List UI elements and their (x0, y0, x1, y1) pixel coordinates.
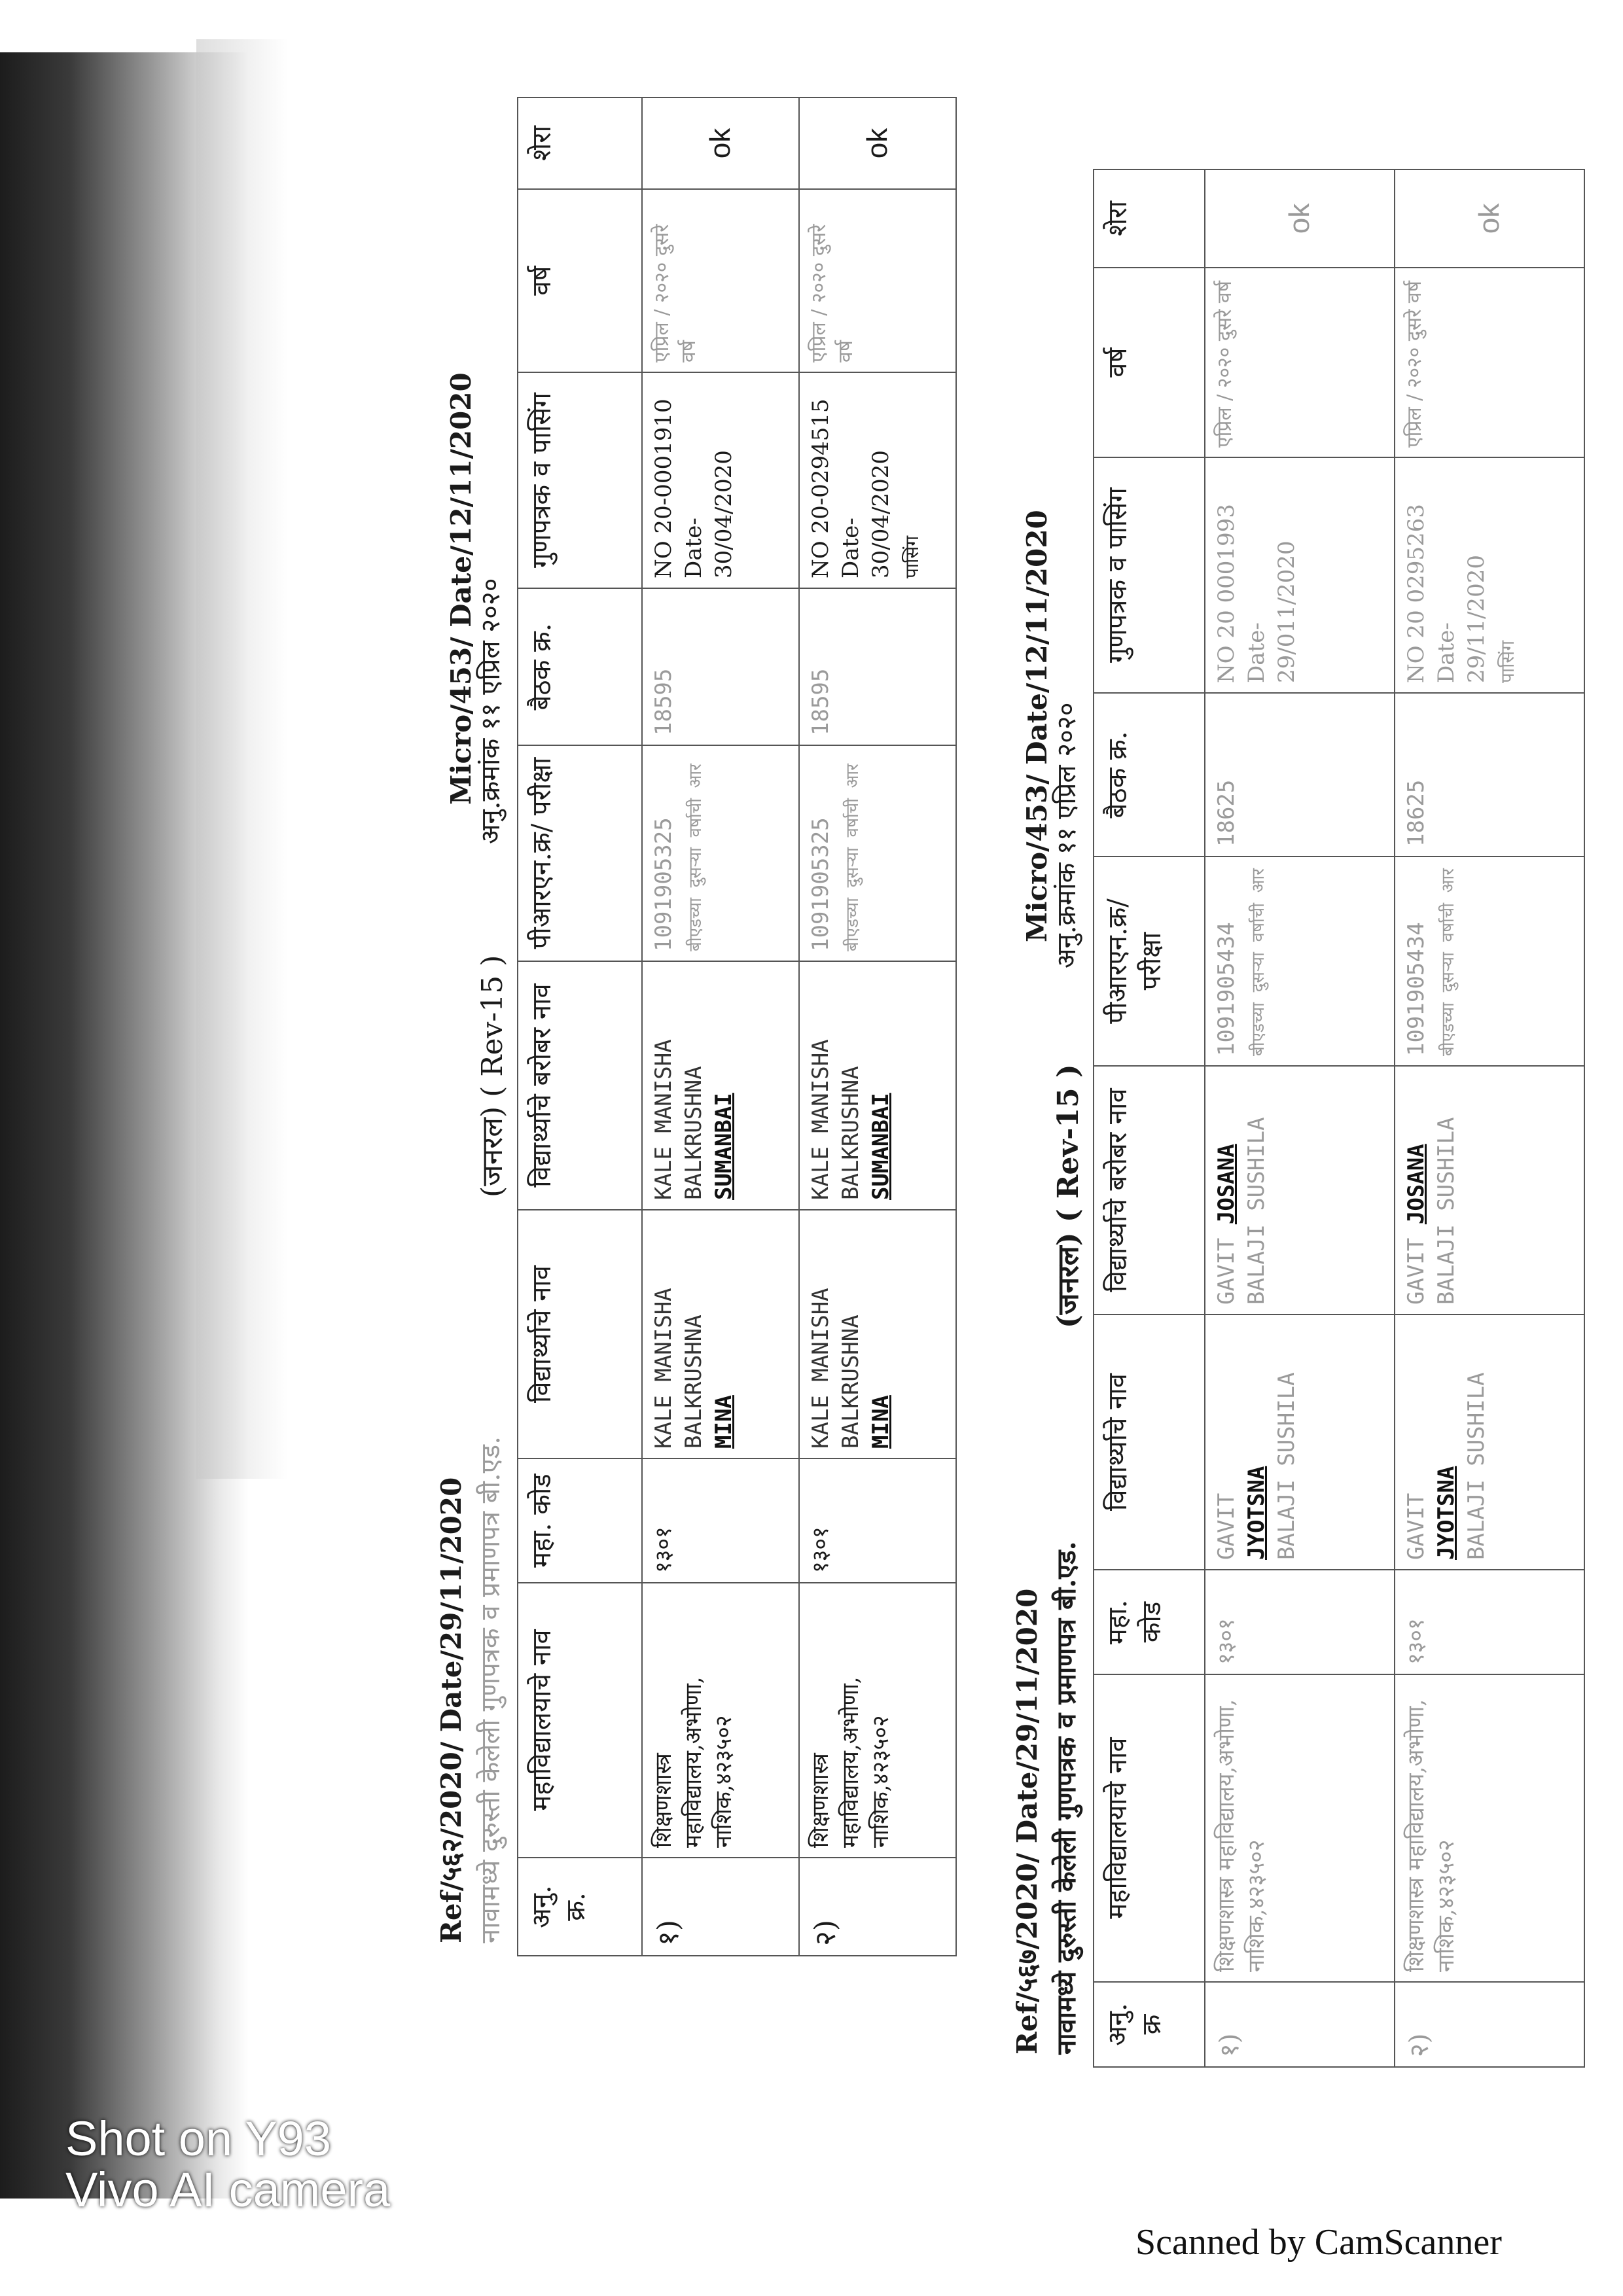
marksheet-date: 30/04/2020 (710, 450, 737, 578)
doc2-ref: Ref/५६७/2020/ Date/29/11/2020 (1011, 1588, 1043, 2055)
correct-name-rest: BALAJI SUSHILA (1433, 1117, 1459, 1305)
table-row (642, 97, 799, 1956)
remark-cell: ok (799, 97, 956, 189)
correct-name-first: GAVIT (1213, 1237, 1240, 1305)
year-cell: एप्रिल / २०२० दुसरे वर्ष (642, 189, 799, 372)
prn-number: 1091905434 (1403, 922, 1429, 1056)
doc2-table (1093, 169, 1585, 2068)
marksheet-cell (642, 372, 799, 588)
student-name-plain: KALE MANISHA BALKRUSHNA (651, 1288, 707, 1449)
prn-exam (799, 745, 956, 961)
row-number: २) (1395, 1982, 1584, 2067)
student-name-underlined: JYOTSNA (1433, 1466, 1459, 1560)
doc2-th-code: महा. कोड (1094, 1570, 1205, 1674)
college-code: १३०१ (642, 1458, 799, 1583)
passing-label: पासिंग (1496, 640, 1518, 683)
marksheet-cell (799, 372, 956, 588)
doc1-subtitle-left: नावामध्ये दुरुस्ती केलेली गुणपत्रक व प्रमाणपत्र बी.एड. (476, 1436, 506, 1943)
student-name-underlined: JYOTSNA (1243, 1466, 1270, 1560)
correct-name (1205, 1066, 1395, 1315)
correct-name (642, 961, 799, 1210)
doc1-th-year: वर्ष (518, 189, 642, 372)
marksheet-date: 30/04/2020 (867, 450, 894, 578)
year-cell: एप्रिल / २०२० दुसरे वर्ष (799, 189, 956, 372)
marksheet-cell (1395, 457, 1584, 693)
student-name-rest: BALAJI SUSHILA (1463, 1372, 1489, 1560)
prn-exam (1205, 857, 1395, 1066)
doc1-subtitle-mid: (जनरल) ( Rev-15 ) (476, 955, 509, 1197)
exam-name: बीएडच्या दुसऱ्या वर्षाची आर (1248, 868, 1268, 1056)
prn-exam (642, 745, 799, 961)
marksheet-number: NO 20-0294515 (808, 398, 834, 578)
doc2-th-remark: शेरा (1094, 169, 1205, 268)
correct-name-underlined: SUMANBAI (710, 1093, 737, 1200)
seat-number: 18625 (1395, 693, 1584, 857)
scan-shadow-soft (196, 39, 288, 1479)
date-label: Date- (680, 518, 707, 578)
prn-exam (1395, 857, 1584, 1066)
row-number: १) (642, 1858, 799, 1956)
student-name-plain: KALE MANISHA BALKRUSHNA (808, 1288, 864, 1449)
date-label: Date- (837, 518, 864, 578)
seat-number: 18625 (1205, 693, 1395, 857)
passing-label: पासिंग (901, 535, 923, 578)
remark-cell: ok (642, 97, 799, 189)
marksheet-cell (1205, 457, 1395, 693)
table-row (1205, 169, 1395, 2067)
doc1-th-seat: बैठक क्र. (518, 588, 642, 745)
doc2-header-row (1094, 169, 1205, 2067)
correct-name-plain: KALE MANISHA BALKRUSHNA (651, 1039, 707, 1200)
doc2-th-seat: बैठक क्र. (1094, 693, 1205, 857)
marksheet-number: NO 20-0001910 (651, 398, 677, 578)
document-2 (1008, 131, 1584, 2094)
prn-number: 1091905434 (1213, 922, 1240, 1056)
doc1-table (517, 97, 957, 1956)
table-row (1395, 169, 1584, 2067)
marksheet-date: 29/011/2020 (1273, 540, 1300, 683)
row-number: १) (1205, 1982, 1395, 2067)
student-name (642, 1210, 799, 1458)
correct-name (799, 961, 956, 1210)
correct-name-underlined: JOSANA (1213, 1144, 1240, 1225)
doc1-subtitle-right: अनु.क्रमांक ११ एप्रिल २०२० (476, 578, 506, 844)
college-code: १३०१ (1395, 1570, 1584, 1674)
doc1-micro: Micro/453/ Date/12/11/2020 (445, 372, 477, 805)
doc2-th-college: महाविद्यालयाचे नाव (1094, 1674, 1205, 1982)
doc1-th-prn: पीआरएन.क्र/ परीक्षा (518, 745, 642, 961)
marksheet-number: NO 20 0295263 (1403, 504, 1429, 683)
prn-number: 1091905325 (651, 817, 677, 951)
doc1-th-marksheet: गुणपत्रक व पासिंग (518, 372, 642, 588)
doc1-th-code: महा. कोड (518, 1458, 642, 1583)
year-cell: एप्रिल / २०२० दुसरे वर्ष (1395, 268, 1584, 457)
college-name: शिक्षणशास्त्र महाविद्यालय,अभोणा, नाशिक,४२३५०२ (642, 1583, 799, 1858)
correct-name-underlined: JOSANA (1403, 1144, 1429, 1225)
college-name: शिक्षणशास्त्र महाविद्यालय,अभोणा, नाशिक,४२३५०२ (799, 1583, 956, 1858)
year-cell: एप्रिल / २०२० दुसरे वर्ष (1205, 268, 1395, 457)
college-name: शिक्षणशास्त्र महाविद्यालय,अभोणा, नाशिक,४२३५०२ (1395, 1674, 1584, 1982)
doc2-th-prn: पीआरएन.क्र/ परीक्षा (1094, 857, 1205, 1066)
doc2-subtitle-right: अनु.क्रमांक ११ एप्रिल २०२० (1052, 702, 1082, 968)
college-name: शिक्षणशास्त्र महाविद्यालय,अभोणा, नाशिक,४२३५०२ (1205, 1674, 1395, 1982)
camera-watermark-line2: Vivo AI camera (65, 2162, 391, 2217)
college-code: १३०१ (1205, 1570, 1395, 1674)
prn-number: 1091905325 (808, 817, 834, 951)
document-1 (432, 72, 1021, 1969)
doc2-micro: Micro/453/ Date/12/11/2020 (1021, 510, 1053, 942)
doc1-th-no: अनु. क्र. (518, 1858, 642, 1956)
correct-name (1395, 1066, 1584, 1315)
doc1-header-row (518, 97, 642, 1956)
doc2-subtitle-mid: (जनरल) ( Rev-15 ) (1052, 1064, 1085, 1328)
remark-cell: ok (1205, 169, 1395, 268)
doc2-th-year: वर्ष (1094, 268, 1205, 457)
student-name-underlined: MINA (710, 1395, 737, 1449)
doc1-ref: Ref/५६२/2020/ Date/29/11/2020 (435, 1477, 467, 1943)
marksheet-date: 29/11/2020 (1463, 555, 1489, 683)
doc2-th-marksheet: गुणपत्रक व पासिंग (1094, 457, 1205, 693)
doc1-th-correct-name: विद्यार्थ्याचे बरोबर नाव (518, 961, 642, 1210)
correct-name-plain: KALE MANISHA BALKRUSHNA (808, 1039, 864, 1200)
date-label: Date- (1433, 622, 1459, 683)
date-label: Date- (1243, 622, 1270, 683)
correct-name-first: GAVIT (1403, 1237, 1429, 1305)
seat-number: 18595 (799, 588, 956, 745)
camscanner-footer: Scanned by CamScanner (1135, 2222, 1502, 2263)
doc2-th-name: विद्यार्थ्याचे नाव (1094, 1315, 1205, 1570)
doc2-subtitle-left: नावामध्ये दुरुस्ती केलेली गुणपत्रक व प्रमाणपत्र बी.एड. (1051, 1541, 1082, 2055)
seat-number: 18595 (642, 588, 799, 745)
doc2-th-no: अनु. क्र (1094, 1982, 1205, 2067)
exam-name: बीएडच्या दुसऱ्या वर्षाची आर (685, 764, 705, 951)
exam-name: बीएडच्या दुसऱ्या वर्षाची आर (842, 764, 863, 951)
student-name (1395, 1315, 1584, 1570)
correct-name-rest: BALAJI SUSHILA (1243, 1117, 1270, 1305)
student-name-underlined: MINA (867, 1395, 894, 1449)
doc1-th-name: विद्यार्थ्याचे नाव (518, 1210, 642, 1458)
row-number: २) (799, 1858, 956, 1956)
marksheet-number: NO 20 0001993 (1213, 504, 1240, 683)
student-name-first: GAVIT (1213, 1492, 1240, 1560)
table-row (799, 97, 956, 1956)
college-code: १३०१ (799, 1458, 956, 1583)
student-name (799, 1210, 956, 1458)
correct-name-underlined: SUMANBAI (867, 1093, 894, 1200)
student-name-first: GAVIT (1403, 1492, 1429, 1560)
exam-name: बीएडच्या दुसऱ्या वर्षाची आर (1438, 868, 1458, 1056)
remark-cell: ok (1395, 169, 1584, 268)
doc1-th-college: महाविद्यालयाचे नाव (518, 1583, 642, 1858)
doc1-th-remark: शेरा (518, 97, 642, 189)
doc2-th-correct-name: विद्यार्थ्याचे बरोबर नाव (1094, 1066, 1205, 1315)
camera-watermark (65, 2113, 390, 2215)
student-name-rest: BALAJI SUSHILA (1273, 1372, 1300, 1560)
camera-watermark-line1: Shot on Y93 (65, 2111, 331, 2166)
student-name (1205, 1315, 1395, 1570)
